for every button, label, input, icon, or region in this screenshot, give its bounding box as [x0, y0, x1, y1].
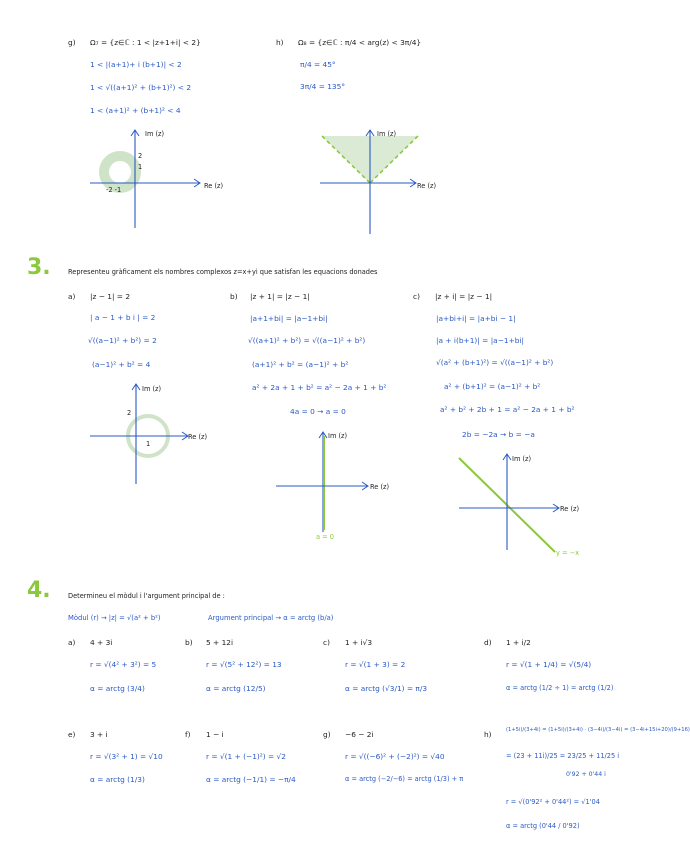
s4d-alpha: α = arctg (1/2 ÷ 1) = arctg (1/2)	[506, 684, 614, 692]
s4b-alpha: α = arctg (12/5)	[206, 684, 266, 693]
s4-formula-arg: Argument principal → α = arctg (b/a)	[208, 614, 334, 622]
s3a-title: |z − 1| = 2	[90, 292, 131, 301]
s4b-r: r = √(5² + 12²) = 13	[206, 660, 282, 669]
s2h-axis-re: Re (z)	[417, 182, 437, 190]
s3c-title: |z + i| = |z − 1|	[435, 292, 493, 301]
s2h-title: Ω₈ = {z∈ℂ : π/4 < arg(z) < 3π/4}	[298, 38, 422, 47]
s4a-r: r = √(4² + 3²) = 5	[90, 660, 157, 669]
s2g-line-1: 1 < |(a+1)+ i (b+1)| < 2	[90, 60, 182, 69]
s3b-axis-re: Re (z)	[370, 483, 390, 491]
s3b-line-2: √((a+1)² + b²) = √((a−1)² + b²)	[248, 336, 366, 345]
s2g-tick-x: -2 -1	[106, 186, 122, 194]
s4h-label: h)	[484, 730, 492, 739]
s4-header: Determineu el mòdul i l'argument principal de :	[68, 592, 225, 600]
s4f-label: f)	[185, 730, 191, 739]
s3a-line-3: (a−1)² + b² = 4	[92, 360, 151, 369]
s2g-tick-y1: 2	[138, 152, 143, 160]
s3b-line-3: (a+1)² + b² = (a−1)² + b²	[252, 360, 349, 369]
s2g-title: Ω₇ = {z∈ℂ : 1 < |z+1+i| < 2}	[90, 38, 201, 47]
s4d-label: d)	[484, 638, 492, 647]
s3c-label: c)	[413, 292, 420, 301]
s2g-line-2: 1 < √((a+1)² + (b+1)²) < 2	[90, 83, 192, 92]
s3c-line-label: y = −x	[556, 549, 580, 557]
s3b-line-1: |a+1+bi| = |a−1+bi|	[250, 314, 328, 323]
s4a-label: a)	[68, 638, 76, 647]
s2g-axis-re: Re (z)	[204, 182, 224, 190]
s4f-alpha: α = arctg (−1/1) = −π/4	[206, 775, 296, 784]
s2h-label: h)	[276, 38, 284, 47]
s3a-label: a)	[68, 292, 76, 301]
s3-header: Representeu gràficament els nombres complexos z=x+yi que satisfan les equacions donades	[68, 268, 378, 276]
s4h-line-3: 0'92 + 0'44 i	[566, 771, 606, 778]
s2h-axis-im: Im (z)	[377, 130, 397, 138]
s4a-alpha: α = arctg (3/4)	[90, 684, 145, 693]
s3c-line-6: 2b = −2a → b = −a	[462, 430, 535, 439]
s2h-line-2: 3π/4 = 135°	[300, 82, 346, 91]
s4b-expr: 5 + 12i	[206, 638, 234, 647]
s4g-alpha: α = arctg (−2/−6) = arctg (1/3) + π	[345, 775, 464, 783]
s4-formula-mod: Mòdul (r) → |z| = √(a² + b²)	[68, 614, 161, 622]
s2h-line-1: π/4 = 45°	[300, 60, 336, 69]
s4e-r: r = √(3² + 1) = √10	[90, 752, 163, 761]
s4d-r: r = √(1 + 1/4) = √(5/4)	[506, 660, 592, 669]
s2g-graph	[85, 130, 225, 230]
s3a-axis-re: Re (z)	[188, 433, 208, 441]
s3b-label: b)	[230, 292, 238, 301]
s3c-axis-re: Re (z)	[560, 505, 580, 513]
s3b-line-5: 4a = 0 → a = 0	[290, 407, 346, 416]
s4b-label: b)	[185, 638, 193, 647]
s3a-line-2: √((a−1)² + b²) = 2	[88, 336, 157, 345]
s3b-graph	[272, 432, 412, 542]
s4h-line-2: = (23 + 11i)/25 = 23/25 + 11/25 i	[506, 752, 620, 760]
s4g-r: r = √((−6)² + (−2)²) = √40	[345, 752, 445, 761]
s4a-expr: 4 + 3i	[90, 638, 113, 647]
s4c-expr: 1 + i√3	[345, 638, 373, 647]
s3c-line-3: √(a² + (b+1)²) = √((a−1)² + b²)	[436, 358, 554, 367]
s3a-line-1: | a − 1 + b i | = 2	[90, 313, 156, 322]
s2g-label: g)	[68, 38, 76, 47]
s3c-line-4: a² + (b+1)² = (a−1)² + b²	[444, 382, 541, 391]
s4g-expr: −6 − 2i	[345, 730, 374, 739]
s3b-title: |z + 1| = |z − 1|	[250, 292, 310, 301]
s4c-alpha: α = arctg (√3/1) = π/3	[345, 684, 428, 693]
s3c-line-5: a² + b² + 2b + 1 = a² − 2a + 1 + b²	[440, 405, 575, 414]
s4c-label: c)	[323, 638, 330, 647]
s3c-line-1: |a+bi+i| = |a+bi − 1|	[436, 314, 516, 323]
s4g-label: g)	[323, 730, 331, 739]
s3c-axis-im: Im (z)	[512, 455, 532, 463]
s3b-axis-im: Im (z)	[328, 432, 348, 440]
s3a-tick-x: 1	[146, 440, 151, 448]
s3c-line-2: |a + i(b+1)| = |a−1+bi|	[436, 336, 525, 345]
s3b-line-4: a² + 2a + 1 + b² = a² − 2a + 1 + b²	[252, 383, 387, 392]
s2g-axis-im: Im (z)	[145, 130, 165, 138]
s4f-expr: 1 − i	[206, 730, 224, 739]
s3a-axis-im: Im (z)	[142, 385, 162, 393]
s4e-label: e)	[68, 730, 76, 739]
s4e-expr: 3 + i	[90, 730, 108, 739]
s4h-alpha: α = arctg (0'44 / 0'92)	[506, 822, 580, 830]
s2g-tick-y2: 1	[138, 163, 143, 171]
s4h-r: r = √(0'92² + 0'44²) = √1'04	[506, 798, 600, 806]
s4c-r: r = √(1 + 3) = 2	[345, 660, 406, 669]
s4d-expr: 1 + i/2	[506, 638, 531, 647]
s4f-r: r = √(1 + (−1)²) = √2	[206, 752, 286, 761]
s2g-line-3: 1 < (a+1)² + (b+1)² < 4	[90, 106, 181, 115]
s3b-line-label: a = 0	[316, 533, 334, 541]
s3a-tick-y: 2	[127, 409, 132, 417]
s3-number: 3.	[27, 255, 51, 280]
s4h-line-1: (1+5i)/(3+4i) = (1+5i)/(3+4i) · (3−4i)/(3−4i) = (3−4i+15i+20)/(9+16)	[506, 727, 690, 733]
s4e-alpha: α = arctg (1/3)	[90, 775, 145, 784]
s2h-graph	[318, 128, 458, 238]
s4-number: 4.	[27, 578, 51, 603]
